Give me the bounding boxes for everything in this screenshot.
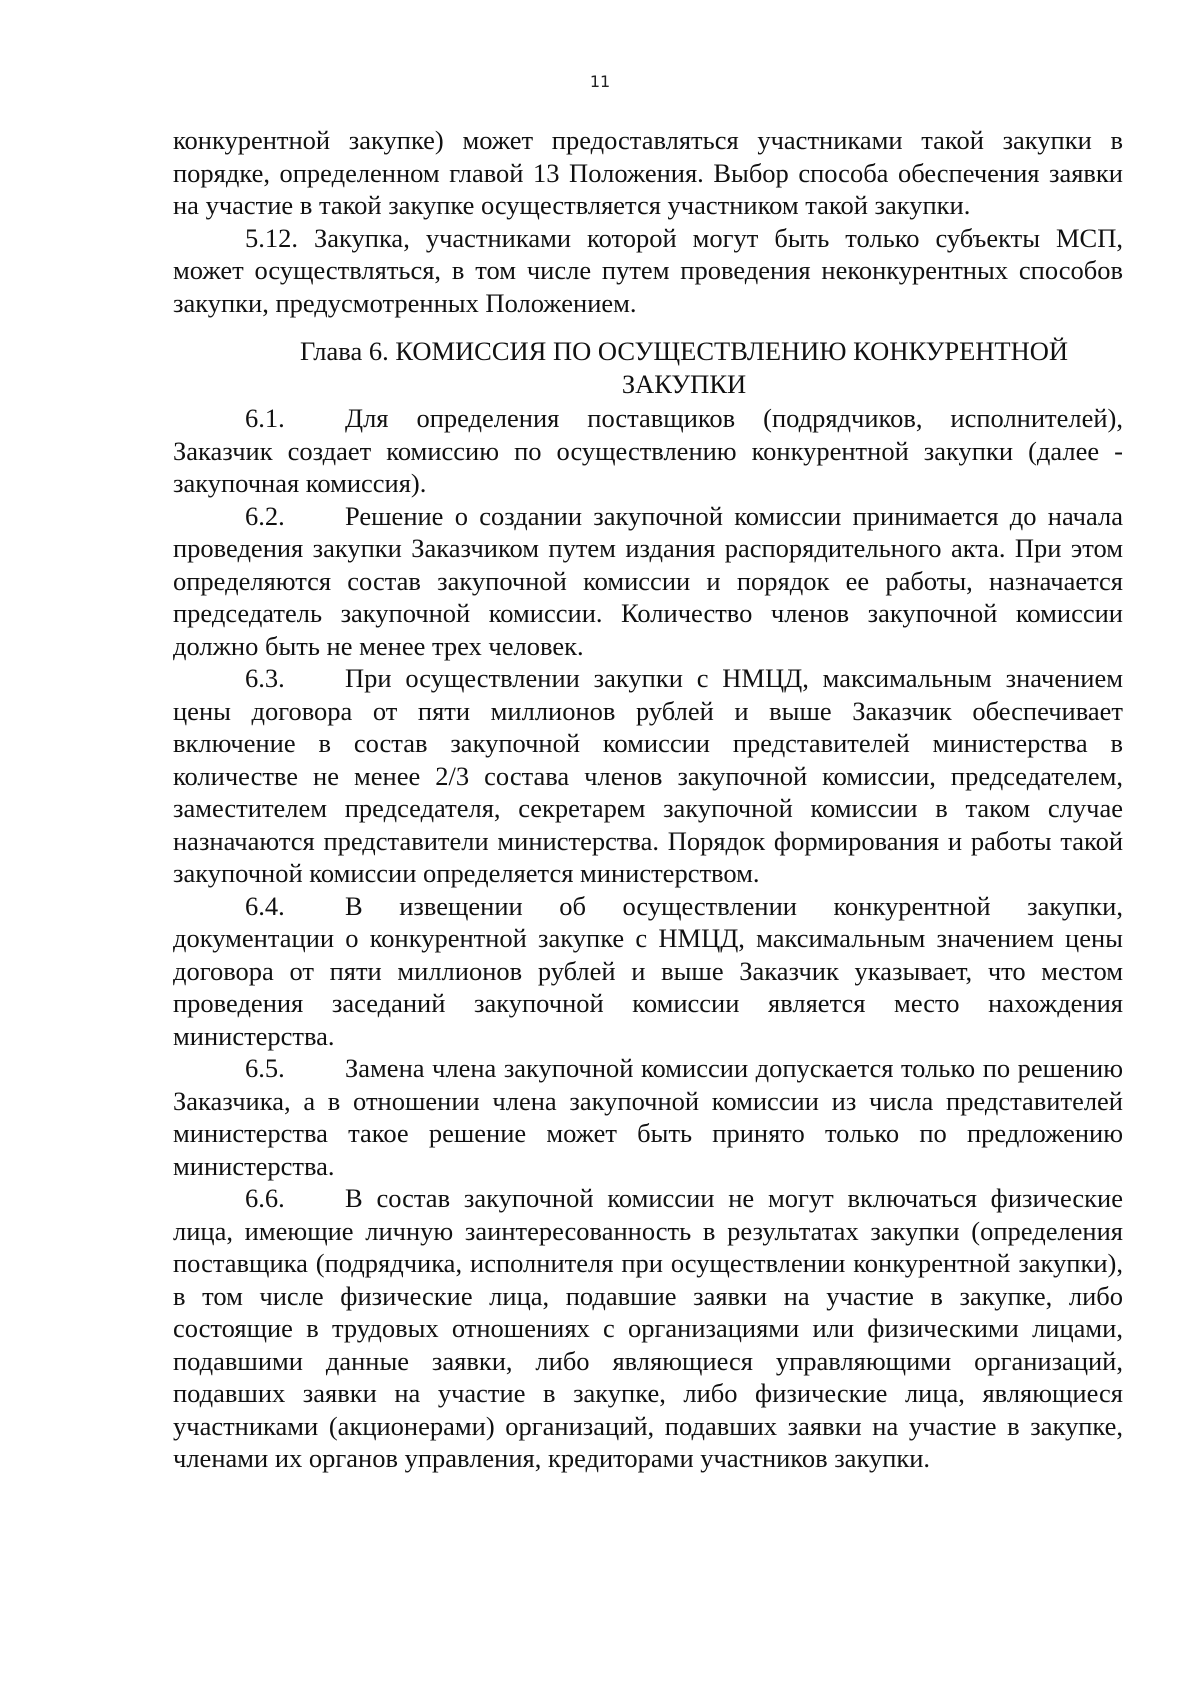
clause-number: 6.2. [245, 500, 285, 531]
clause-number: 6.5. [245, 1053, 285, 1083]
chapter-title: Глава 6. КОМИССИЯ ПО ОСУЩЕСТВЛЕНИЮ КОНКУРЕНТНОЙ ЗАКУПКИ [299, 336, 1069, 399]
clause-6-4 [173, 890, 1123, 1053]
clause-number: 6.3. [245, 663, 285, 693]
clause-6-3 [173, 662, 1123, 890]
clause-number: 6.4. [245, 890, 285, 921]
clause-text: Решение о создании закупочной комиссии принимается до начала проведения закупки Заказчиком путем издания распорядительного акта. При этом определяются состав закупочной комиссии и порядок ее работы, назначается председатель закупочной комиссии. Количество членов закупочной комиссии должно быть не менее трех человек. [173, 500, 1123, 661]
clause-number: 6.1. [245, 403, 285, 433]
clause-text: В извещении об осуществлении конкурентной закупки, документации о конкурентной закупке с НМЦД, максимальным значением цены договора от пяти миллионов рублей и выше Заказчик указывает, что местом проведения заседаний закупочной комиссии является место нахождения министерства. [173, 890, 1123, 1051]
clause-6-2 [173, 500, 1123, 663]
clause-6-1 [173, 402, 1123, 500]
paragraph-continuation: конкурентной закупке) может предоставляться участниками такой закупки в порядке, определенном главой 13 Положения. Выбор способа обеспечения заявки на участие в такой закупке осуществляется участником такой закупки. [173, 125, 1123, 220]
clause-text: Замена члена закупочной комиссии допускается только по решению Заказчика, а в отношении члена закупочной комиссии из числа представителей министерства такое решение может быть принято только по предложению министерства. [173, 1053, 1123, 1181]
clause-6-6 [173, 1182, 1123, 1475]
clause-text: При осуществлении закупки с НМЦД, максимальным значением цены договора от пяти миллионов рублей и выше Заказчик обеспечивает включение в состав закупочной комиссии представителей министерства в количестве не менее 2/3 состава членов закупочной комиссии, председателем, заместителем председателя, секретарем закупочной комиссии в таком случае назначаются представители министерства. Порядок формирования и работы такой закупочной комиссии определяется министерством. [173, 663, 1123, 888]
paragraph-5-12: 5.12. Закупка, участниками которой могут быть только субъекты МСП, может осуществляться, в том числе путем проведения неконкурентных способов закупки, предусмотренных Положением. [173, 222, 1123, 318]
clause-6-5 [173, 1052, 1123, 1182]
clause-text: Для определения поставщиков (подрядчиков, исполнителей), Заказчик создает комиссию по осуществлению конкурентной закупки (далее - закупочная комиссия). [173, 403, 1123, 498]
document-body [173, 124, 1123, 1475]
clause-number: 6.6. [245, 1183, 285, 1213]
page-number: 11 [589, 72, 611, 91]
clause-text: В состав закупочной комиссии не могут включаться физические лица, имеющие личную заинтересованность в результатах закупки (определения поставщика (подрядчика, исполнителя при осуществлении конкурентной закупки), в том числе физические лица, подавшие заявки на участие в закупке, либо состоящие в трудовых отношениях с организациями или физическими лицами, подавшими данные заявки, либо являющиеся управляющими организаций, подавших заявки на участие в закупке, либо физические лица, являющиеся участниками (акционерами) организаций, подавших заявки на участие в закупке, членами их органов управления, кредиторами участников закупки. [173, 1183, 1123, 1473]
